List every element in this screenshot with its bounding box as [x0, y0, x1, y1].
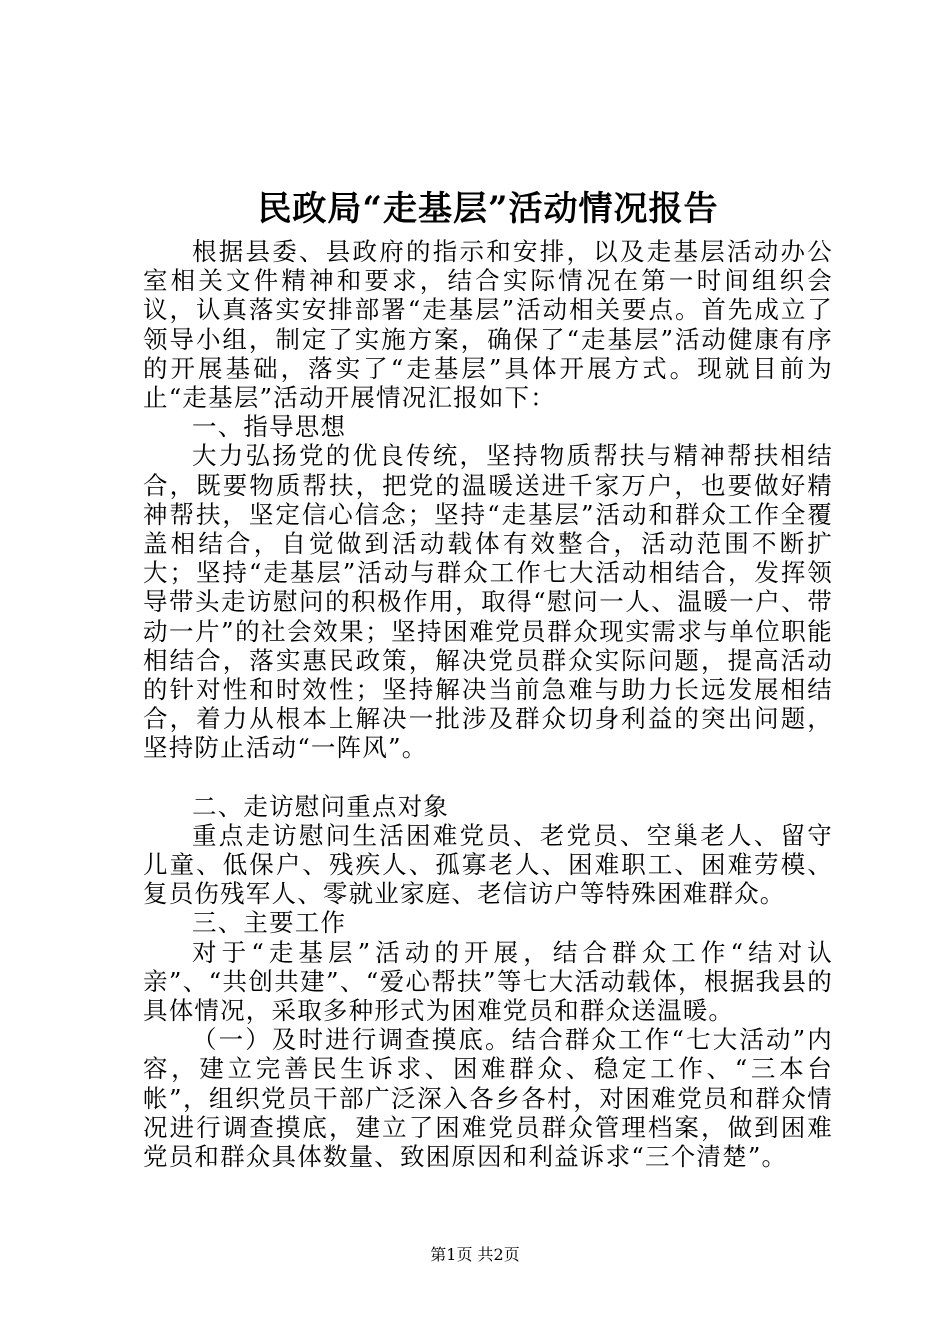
section-heading-key-targets: 二、走访慰问重点对象 — [192, 791, 449, 821]
section-body-guiding-ideology: 大力弘扬党的优良传统，坚持物质帮扶与精神帮扶相结合，既要物质帮扶，把党的温暖送进千家万户，也要做好精神帮扶，坚定信心信念；坚持“走基层”活动和群众工作全覆盖相结合，自觉做到活动载体有效整合，活动范围不断扩大；坚持“走基层”活动与群众工作七大活动相结合，发挥领导带头走访慰问的积极作用，取得“慰问一人、温暖一户、带动一片”的社会效果；坚持困难党员群众现实需求与单位职能相结合，落实惠民政策，解决党员群众实际问题，提高活动的针对性和时效性；坚持解决当前急难与助力长远发展相结合，着力从根本上解决一批涉及群众切身利益的突出问题，坚持防止活动“一阵风”。 — [143, 441, 833, 763]
document-page — [143, 183, 833, 1171]
section-heading-guiding-ideology: 一、指导思想 — [192, 412, 347, 442]
paragraph-spacer — [143, 763, 833, 792]
section-body-main-work: 对于“走基层”活动的开展，结合群众工作“结对认亲”、“共创共建”、“爱心帮扶”等七大活动载体，根据我县的具体情况，采取多种形式为困难党员和群众送温暖。 — [143, 937, 833, 1026]
main-work-item-1: （一）及时进行调查摸底。结合群众工作“七大活动”内容，建立完善民生诉求、困难群众、稳定工作、“三本台帐”，组织党员干部广泛深入各乡各村，对困难党员和群众情况进行调查摸底，建立了困难党员群众管理档案，做到困难党员和群众具体数量、致困原因和利益诉求“三个清楚”。 — [143, 1025, 833, 1172]
section-body-key-targets: 重点走访慰问生活困难党员、老党员、空巢老人、留守儿童、低保户、残疾人、孤寡老人、困难职工、困难劳模、复员伤残军人、零就业家庭、老信访户等特殊困难群众。 — [143, 820, 833, 909]
intro-paragraph: 根据县委、县政府的指示和安排，以及走基层活动办公室相关文件精神和要求，结合实际情况在第一时间组织会议，认真落实安排部署“走基层”活动相关要点。首先成立了领导小组，制定了实施方案，确保了“走基层”活动健康有序的开展基础，落实了“走基层”具体开展方式。现就目前为止“走基层”活动开展情况汇报如下： — [143, 237, 833, 413]
document-title: 民政局“走基层”活动情况报告 — [257, 189, 719, 229]
page-footer: 第1页 共2页 — [430, 1245, 520, 1264]
section-heading-main-work: 三、主要工作 — [192, 908, 347, 938]
